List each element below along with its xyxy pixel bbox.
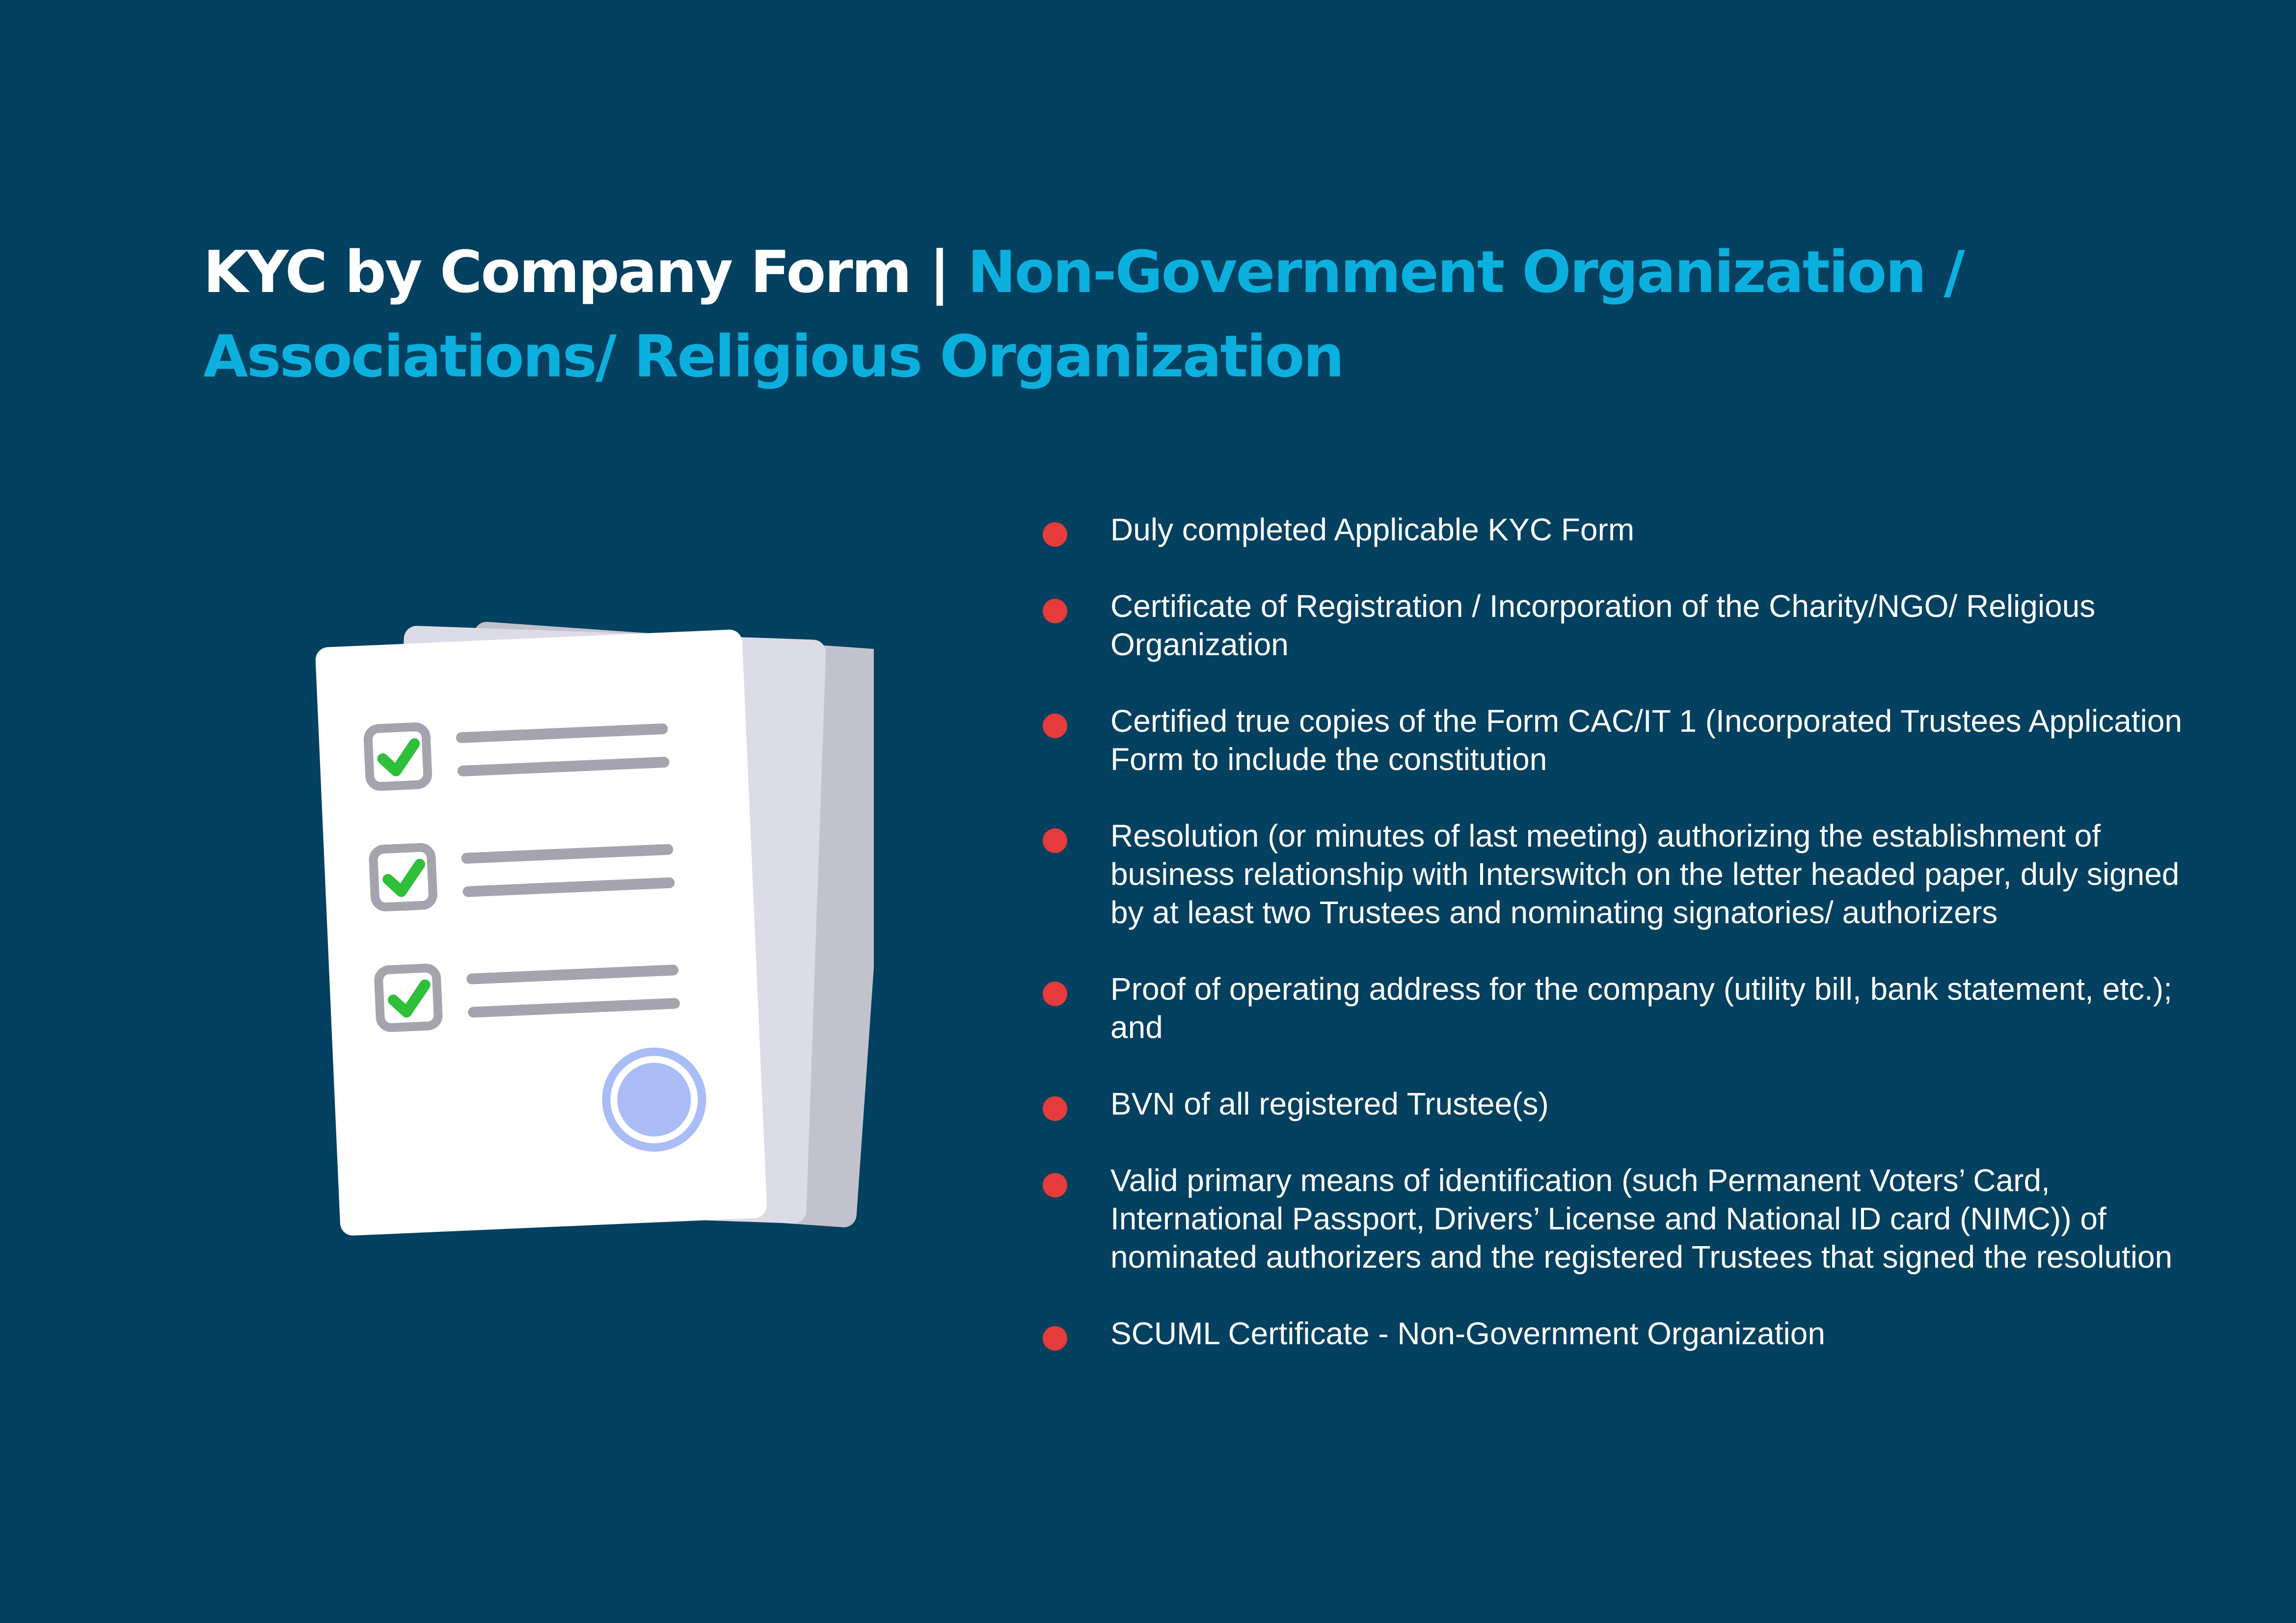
bullet-icon	[1043, 982, 1067, 1006]
checklist-document-icon	[314, 618, 874, 1266]
front-paper	[315, 629, 768, 1236]
list-item	[1041, 1314, 2199, 1353]
bullet-icon	[1043, 1096, 1067, 1121]
bullet-icon	[1043, 714, 1067, 738]
list-item	[1041, 587, 2199, 664]
bullet-icon	[1043, 1173, 1067, 1197]
bullet-icon	[1043, 599, 1067, 623]
list-item	[1041, 970, 2199, 1046]
bullet-icon	[1043, 1326, 1067, 1351]
title-accent: Non-Government Organization / Associations/ Religious Organization	[203, 238, 1964, 390]
list-item	[1041, 510, 2199, 549]
requirement-text: Proof of operating address for the company (utility bill, bank statement, etc.); and	[1110, 971, 2172, 1045]
requirement-text: BVN of all registered Trustee(s)	[1110, 1086, 1549, 1121]
list-item	[1041, 1085, 2199, 1123]
bullet-icon	[1043, 522, 1067, 547]
list-item	[1041, 1161, 2199, 1276]
requirements-list	[1041, 510, 2199, 1391]
requirement-text: Duly completed Applicable KYC Form	[1110, 512, 1635, 547]
list-item	[1041, 817, 2199, 931]
requirement-text: SCUML Certificate - Non-Government Organization	[1110, 1316, 1825, 1351]
requirement-text: Valid primary means of identification (such Permanent Voters’ Card, International Passport, Drivers’ License and National ID card (NIMC)) of nominated authorizers and the registered Trustees that signed the resolution	[1110, 1163, 2173, 1275]
requirement-text: Certified true copies of the Form CAC/IT 1 (Incorporated Trustees Application Form to include the constitution	[1110, 703, 2182, 777]
list-item	[1041, 702, 2199, 778]
requirement-text: Resolution (or minutes of last meeting) authorizing the establishment of business relationship with Interswitch on the letter headed paper, duly signed by at least two Trustees and nominating signatories/ authorizers	[1110, 818, 2180, 930]
title-main: KYC by Company Form |	[203, 238, 968, 306]
bullet-icon	[1043, 828, 1067, 853]
page-title	[203, 230, 2118, 399]
requirement-text: Certificate of Registration / Incorporation of the Charity/NGO/ Religious Organization	[1110, 588, 2096, 662]
